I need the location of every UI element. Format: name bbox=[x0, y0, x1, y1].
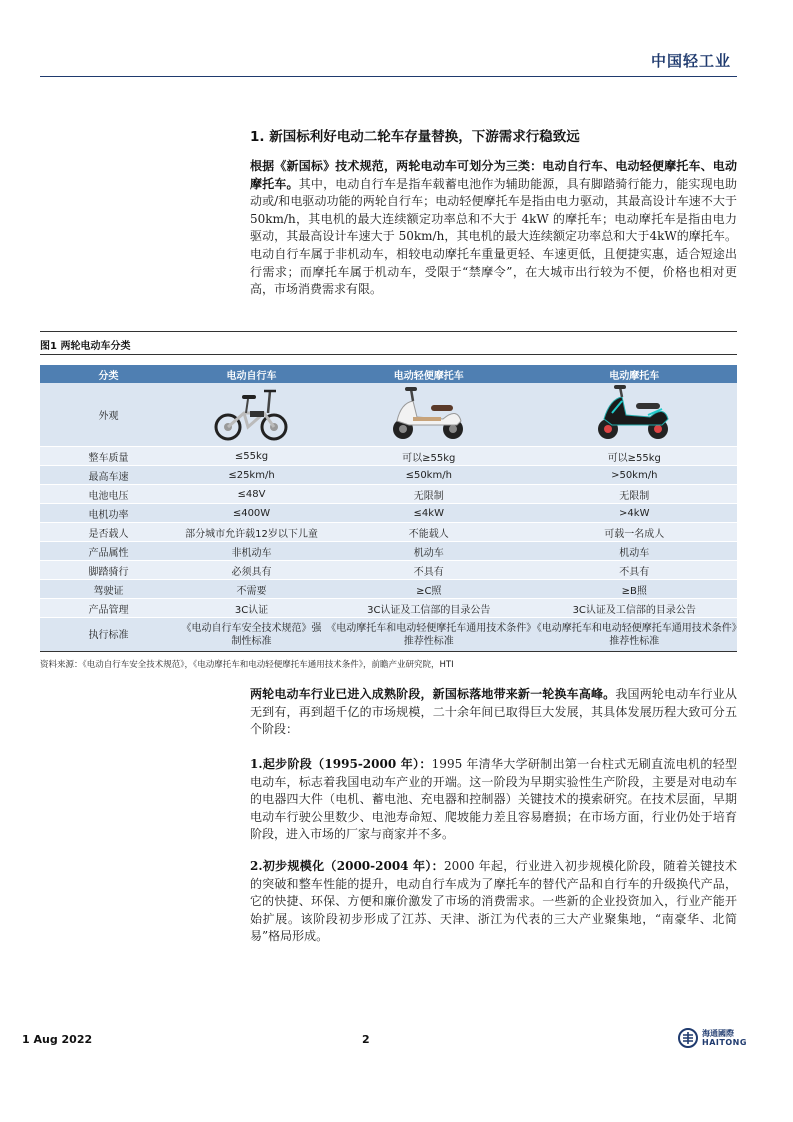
ebike-image bbox=[177, 383, 326, 447]
haitong-logo bbox=[678, 1028, 747, 1048]
table-header-row bbox=[40, 365, 737, 383]
table-cell: 3C认证及工信部的目录公告 bbox=[326, 599, 531, 618]
table-header-cell: 电动自行车 bbox=[177, 365, 326, 383]
table-cell: ≥B照 bbox=[532, 580, 738, 599]
table-header-cell: 电动摩托车 bbox=[532, 365, 738, 383]
paragraph-lead: 2.初步规模化（2000-2004 年）： bbox=[250, 859, 444, 873]
table-cell: ≤400W bbox=[177, 504, 326, 523]
paragraph-stage-1 bbox=[250, 756, 737, 844]
table-row-appearance bbox=[40, 383, 737, 447]
table-cell: >4kW bbox=[532, 504, 738, 523]
haitong-logo-icon bbox=[678, 1028, 698, 1048]
paragraph-lead: 根据《新国标》技术规范，两轮电动车可划分为三类：电动自行车、电动轻便摩托车、电动摩托车。 bbox=[250, 159, 737, 191]
electric-motorcycle-icon bbox=[592, 383, 676, 443]
table-cell: 产品管理 bbox=[40, 599, 177, 618]
table-cell: 驾驶证 bbox=[40, 580, 177, 599]
table-cell: 3C认证 bbox=[177, 599, 326, 618]
paragraph-body: 2000 年起，行业进入初步规模化阶段，随着关键技术的突破和整车性能的提升，电动自行车成为了摩托车的替代产品和自行车的升级换代产品，它的快捷、环保、方便和廉价激发了市场的消费需求。一些新的企业投资加入，行业产能开始扩展。该阶段初步形成了江苏、天津、浙江为代表的三大产业聚集地，“南豪华、北简易”格局形成。 bbox=[250, 859, 738, 944]
table-cell: 外观 bbox=[40, 383, 177, 447]
table-cell: ≤55kg bbox=[177, 447, 326, 466]
paragraph-lead: 1.起步阶段（1995-2000 年）： bbox=[250, 757, 432, 771]
table-cell: 可载一名成人 bbox=[532, 523, 738, 542]
table-cell: ≥C照 bbox=[326, 580, 531, 599]
table-cell: 不具有 bbox=[532, 561, 738, 580]
table-row bbox=[40, 580, 737, 599]
figure-source: 资料来源：《电动自行车安全技术规范》，《电动摩托车和电动轻便摩托车通用技术条件》，前瞻产业研究院，HTI bbox=[40, 660, 454, 670]
table-cell: 3C认证及工信部的目录公告 bbox=[532, 599, 738, 618]
table-row bbox=[40, 504, 737, 523]
table-cell: 无限制 bbox=[532, 485, 738, 504]
logo-text-cn: 海通國際 bbox=[702, 1029, 734, 1038]
logo-text-en: HAITONG bbox=[702, 1038, 747, 1047]
figure-title-rule bbox=[40, 354, 737, 355]
table-row bbox=[40, 523, 737, 542]
page-number: 2 bbox=[362, 1033, 370, 1046]
table-cell: 最高车速 bbox=[40, 466, 177, 485]
table-cell: 《电动摩托车和电动轻便摩托车通用技术条件》推荐性标准 bbox=[326, 618, 531, 653]
table-cell: 《电动摩托车和电动轻便摩托车通用技术条件》推荐性标准 bbox=[532, 618, 738, 653]
table-cell: 不能载人 bbox=[326, 523, 531, 542]
table-cell: ≤4kW bbox=[326, 504, 531, 523]
electric-moped-icon bbox=[387, 383, 471, 443]
moped-image bbox=[326, 383, 531, 447]
table-cell: 可以≥55kg bbox=[326, 447, 531, 466]
table-cell: ≤25km/h bbox=[177, 466, 326, 485]
table-cell: 产品属性 bbox=[40, 542, 177, 561]
table-row bbox=[40, 618, 737, 653]
table-cell: 不需要 bbox=[177, 580, 326, 599]
table-row bbox=[40, 485, 737, 504]
table-header-cell: 分类 bbox=[40, 365, 177, 383]
classification-table bbox=[40, 365, 737, 653]
table-cell: ≤48V bbox=[177, 485, 326, 504]
paragraph-industry-stage bbox=[250, 686, 737, 739]
table-header-cell: 电动轻便摩托车 bbox=[326, 365, 531, 383]
table-cell: 脚踏骑行 bbox=[40, 561, 177, 580]
table-cell: 电机功率 bbox=[40, 504, 177, 523]
figure-bottom-rule bbox=[40, 651, 737, 652]
table-row bbox=[40, 542, 737, 561]
table-cell: >50km/h bbox=[532, 466, 738, 485]
paragraph-stage-2 bbox=[250, 858, 737, 946]
table-row bbox=[40, 599, 737, 618]
table-row bbox=[40, 466, 737, 485]
table-cell: 机动车 bbox=[326, 542, 531, 561]
section-title: 1. 新国标利好电动二轮车存量替换，下游需求行稳致远 bbox=[250, 129, 580, 145]
figure-top-rule bbox=[40, 331, 737, 332]
table-cell: 《电动自行车安全技术规范》强制性标准 bbox=[177, 618, 326, 653]
table-cell: 部分城市允许载12岁以下儿童 bbox=[177, 523, 326, 542]
paragraph-classification bbox=[250, 158, 737, 299]
table-cell: ≤50km/h bbox=[326, 466, 531, 485]
paragraph-lead: 两轮电动车行业已进入成熟阶段，新国标落地带来新一轮换车高峰。 bbox=[250, 687, 616, 701]
table-cell: 是否载人 bbox=[40, 523, 177, 542]
table-cell: 整车质量 bbox=[40, 447, 177, 466]
table-cell: 电池电压 bbox=[40, 485, 177, 504]
paragraph-body: 我国两轮电动车行业从无到有，再到超千亿的市场规模，二十余年间已取得巨大发展，其具体发展历程大致可分五个阶段： bbox=[250, 687, 737, 737]
figure-title: 图1 两轮电动车分类 bbox=[40, 341, 131, 352]
paragraph-body: 其中，电动自行车是指车载蓄电池作为辅助能源，具有脚踏骑行能力，能实现电助动或/和电驱动功能的两轮自行车；电动轻便摩托车是指由电力驱动，其最高设计车速不大于 50km/h，其电机的最大连续额定功率总和不大于 4kW 的摩托车；电动摩托车是指由电力驱动，其最高设计车速大于 50km/h，其电机的最大连续额定功率总和大于4kW的摩托车。电动自行车属于非机动车，相较电动摩托车重量更轻、车速更低，且便捷实惠，适合短途出行需求；而摩托车属于机动车，受限于“禁摩令”，在大城市出行较为不便，价格也相对更高，市场消费需求有限。 bbox=[250, 176, 737, 297]
header-rule bbox=[40, 76, 737, 77]
table-cell: 不具有 bbox=[326, 561, 531, 580]
table-row bbox=[40, 561, 737, 580]
table-cell: 必须具有 bbox=[177, 561, 326, 580]
footer-date: 1 Aug 2022 bbox=[22, 1033, 93, 1046]
header-brand: 中国轻工业 bbox=[650, 52, 731, 70]
paragraph-body: 1995 年清华大学研制出第一台柱式无刷直流电机的轻型电动车，标志着我国电动车产业的开端。这一阶段为早期实验性生产阶段，主要是对电动车的电器四大件（电机、蓄电池、充电器和控制器）关键技术的摸索研究。在技术层面，早期电动车行驶公里数少、电池寿命短、爬坡能力差且容易磨损；在市场方面，行业仍处于培育阶段，进入市场的厂家与商家并不多。 bbox=[250, 757, 738, 842]
electric-bicycle-icon bbox=[212, 383, 292, 443]
table-cell: 无限制 bbox=[326, 485, 531, 504]
table-cell: 机动车 bbox=[532, 542, 738, 561]
table-cell: 可以≥55kg bbox=[532, 447, 738, 466]
table-row bbox=[40, 447, 737, 466]
motorcycle-image bbox=[532, 383, 738, 447]
table-cell: 执行标准 bbox=[40, 618, 177, 653]
table-cell: 非机动车 bbox=[177, 542, 326, 561]
